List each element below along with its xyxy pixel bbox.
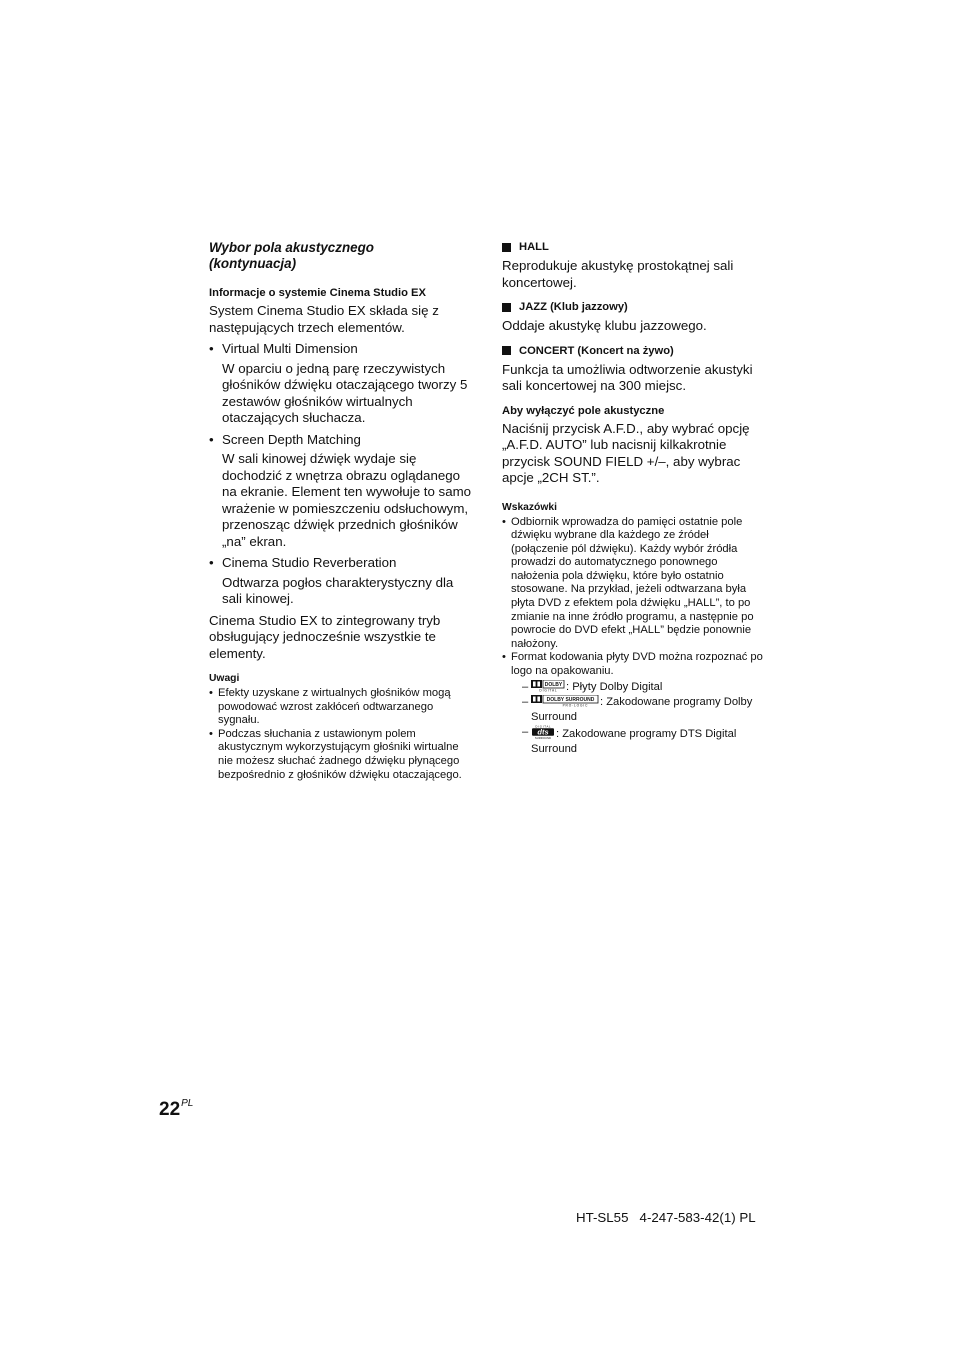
bullet-icon: • xyxy=(209,341,214,356)
bullet-icon: • xyxy=(209,687,213,699)
svg-text:DOLBY SURROUND: DOLBY SURROUND xyxy=(546,697,595,704)
bullet-icon: • xyxy=(502,651,506,664)
svg-text:dts: dts xyxy=(537,727,549,737)
svg-text:P R O · L O G I C: P R O · L O G I C xyxy=(562,703,588,708)
off-heading: Aby wyłączyć pole akustyczne xyxy=(502,404,665,417)
bullet-icon: • xyxy=(209,555,214,570)
bullet-icon: • xyxy=(209,431,214,447)
list-item xyxy=(209,341,475,358)
dash-icon: – xyxy=(522,696,529,709)
note-item xyxy=(209,687,475,728)
format-text: : Płyty Dolby Digital xyxy=(566,680,663,693)
notes-heading: Uwagi xyxy=(209,673,240,684)
square-bullet-icon xyxy=(502,243,511,252)
format-item xyxy=(522,725,766,756)
format-item xyxy=(522,695,766,724)
model-footer: HT-SL55 4-247-583-42(1) PL xyxy=(576,1210,756,1225)
format-text: : Zakodowane programy DTS Digital Surround xyxy=(531,728,737,755)
section-title-line-2: (kontynuacja) xyxy=(209,256,297,271)
summary-paragraph: Cinema Studio EX to zintegrowany tryb obsługujący jednocześnie wszystkie te elementy. xyxy=(209,612,441,661)
dolby-surround-logo-icon xyxy=(531,695,599,707)
mode-heading xyxy=(502,344,766,358)
right-column xyxy=(502,240,766,757)
section-title xyxy=(209,240,475,272)
tips-heading: Wskazówki xyxy=(502,501,557,513)
mode-heading xyxy=(502,240,766,254)
left-column xyxy=(209,240,475,782)
dash-icon: – xyxy=(522,680,529,693)
tip-text: Odbiornik wprowadza do pamięci ostatnie pole dźwięku wybrane dla każdego ze źródeł (połączenie pól dźwięku). Każdy wybór źródła prowadzi do automatycznego ponownego nałożenia pola dźwięku, które było ostatnio stosowane. Na przykład, jeżeli odtwarzana była płyta DVD z efektem pola dźwięku „HALL”, to po zmianie na inne źródło programu, a następnie po powrocie do DVD efekt „HALL” będzie ponownie nałożony. xyxy=(511,515,754,650)
square-bullet-icon xyxy=(502,346,511,355)
note-text: Efekty uzyskane z wirtualnych głośników mogą powodować wzrost zakłóceń odtwarzanego sygnału. xyxy=(218,687,451,727)
svg-text:SURROUND: SURROUND xyxy=(534,735,552,740)
mode-description: Funkcja ta umożliwia odtworzenie akustyki sali koncertowej na 300 miejsc. xyxy=(502,361,753,393)
section-title-line-1: Wybor pola akustycznego xyxy=(209,240,374,255)
dts-logo-icon xyxy=(531,725,555,739)
square-bullet-icon xyxy=(502,303,511,312)
item-label: Cinema Studio Reverberation xyxy=(222,555,397,570)
note-item xyxy=(209,728,475,782)
tip-item xyxy=(502,651,766,678)
tip-item xyxy=(502,516,766,652)
format-item xyxy=(522,680,766,695)
bullet-icon: • xyxy=(502,515,506,528)
note-text: Podczas słuchania z ustawionym polem akustycznym wykorzystującym głośniki wirtualne nie możesz słuchać żadnego dźwięku płynącego bezpośrednio z głośników dźwięku otaczającego. xyxy=(218,727,462,781)
svg-text:D I G I T A L: D I G I T A L xyxy=(539,688,557,692)
mode-title: CONCERT (Koncert na żywo) xyxy=(519,344,674,357)
dash-icon: – xyxy=(522,726,529,739)
intro-paragraph: System Cinema Studio EX składa się z następujących trzech elementów. xyxy=(209,303,439,335)
mode-title: JAZZ (Klub jazzowy) xyxy=(519,301,628,313)
item-description: W sali kinowej dźwięk wydaje się dochodzić z wnętrza obrazu oglądanego na ekranie. Element ten wywołuje to samo wrażenie w pomieszczeniu odsłuchowym, przenosząc dźwięk przednich głośników „na” ekran. xyxy=(222,451,472,549)
item-label: Screen Depth Matching xyxy=(222,431,361,447)
item-label: Virtual Multi Dimension xyxy=(222,341,358,356)
item-description: W oparciu o jedną parę rzeczywistych głośników dźwięku otaczającego tworzy 5 zestawów głośników wirtualnych otaczających słuchacza. xyxy=(222,360,468,425)
page-language: PL xyxy=(181,1098,194,1109)
page-number-value: 22 xyxy=(159,1099,181,1120)
format-text: : Zakodowane programy Dolby Surround xyxy=(531,696,753,723)
mode-description: Reprodukuje akustykę prostokątnej sali koncertowej. xyxy=(502,258,734,290)
mode-description: Oddaje akustykę klubu jazzowego. xyxy=(502,318,707,333)
mode-title: HALL xyxy=(519,241,549,253)
tip-text: Format kodowania płyty DVD można rozpoznać po logo na opakowaniu. xyxy=(511,651,763,678)
dolby-digital-logo-icon xyxy=(531,680,565,692)
list-item xyxy=(209,555,475,572)
bullet-icon: • xyxy=(209,727,213,740)
info-heading: Informacje o systemie Cinema Studio EX xyxy=(209,287,426,299)
mode-heading xyxy=(502,300,766,314)
page-number xyxy=(159,1098,193,1121)
off-paragraph: Naciśnij przycisk A.F.D., aby wybrać opcję „A.F.D. AUTO” lub nacisnij kilkakrotnie przycisk SOUND FIELD +/–, aby wybrac apcje „2CH ST.”. xyxy=(502,420,750,485)
svg-text:DOLBY: DOLBY xyxy=(544,681,563,688)
item-description: Odtwarza pogłos charakterystyczny dla sali kinowej. xyxy=(222,574,454,606)
svg-text:D I G I T A L: D I G I T A L xyxy=(535,725,551,729)
list-item xyxy=(209,432,475,449)
